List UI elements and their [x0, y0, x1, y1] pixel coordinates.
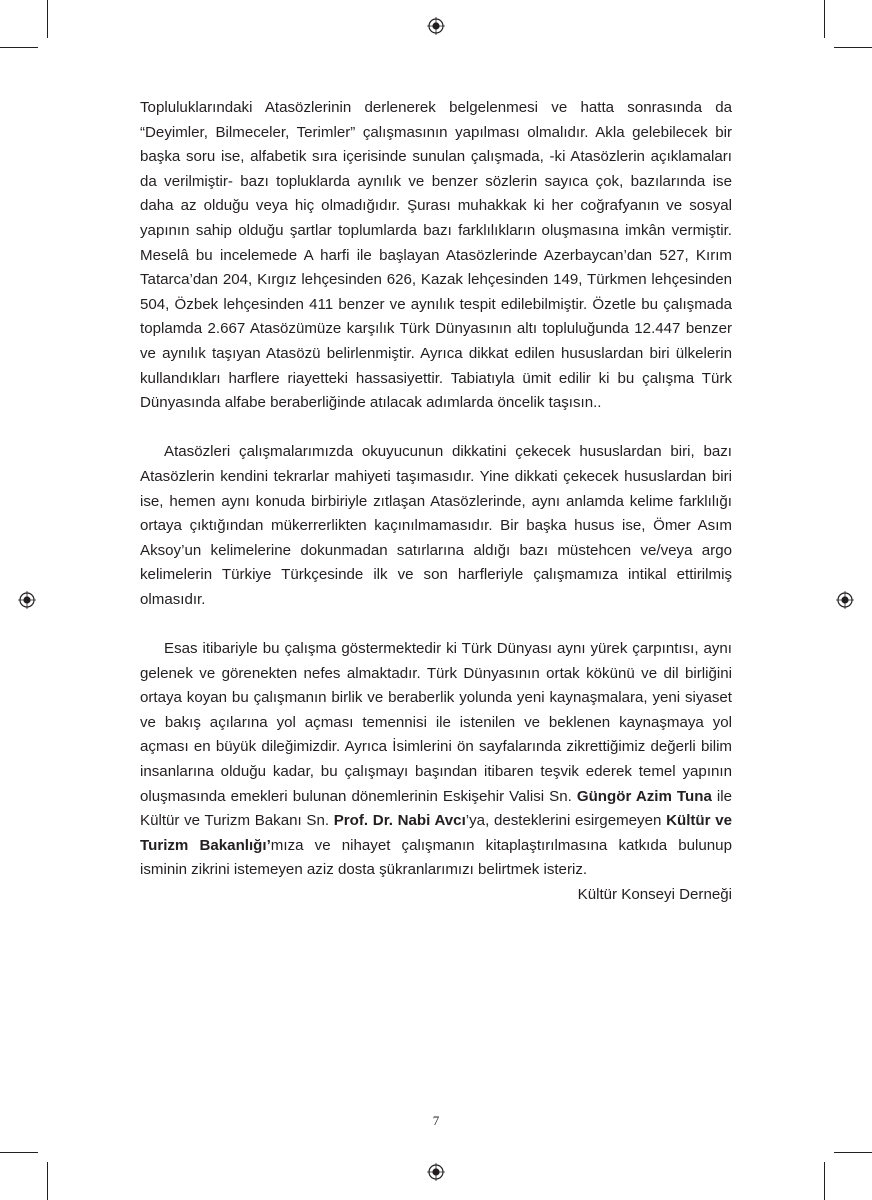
paragraph-3 — [140, 637, 732, 883]
paragraph-2 — [140, 440, 732, 612]
paragraph-text: Esas itibariyle bu çalışma göstermektedir ki Türk Dünyası aynı yürek çarpıntısı, aynı gelenek ve görenekten nefes almaktadır. Türk Dünyasının ortak kökünü ve dil birliğini ortaya koyan bu çalışmanın birlik ve beraberlik yolunda yeni kaynaşmalara, yeni siyaset ve bakış açılarına yol açması temennisi ile istenilen ve beklenen kaynaşmaya yol açması en büyük dileğimizdir. Ayrıca İsimlerini ön sayfalarında zikrettiğimiz değerli bilim insanlarına olduğu kadar, bu çalışmayı başından itibaren teşvik ederek temel yapının oluşmasında emekleri bulunan dönemlerinin Eskişehir Valisi Sn. — [140, 640, 732, 805]
crosshair-circle-icon — [18, 591, 36, 609]
signature: Kültür Konseyi Derneği — [577, 886, 732, 903]
paragraph-1 — [140, 96, 732, 416]
paragraph-gap — [140, 416, 732, 441]
crop-mark-top-right-h — [834, 47, 872, 48]
crop-mark-bottom-right-h — [834, 1152, 872, 1153]
crop-mark-bottom-left-h — [0, 1152, 38, 1153]
crosshair-circle-icon — [427, 1163, 445, 1181]
minister-name: Prof. Dr. Nabi Avcı — [333, 812, 466, 830]
paragraph-text: Atasözleri çalışmalarımızda okuyucunun dikkatini çekecek hususlardan biri, bazı Atasözlerin kendini tekrarlar mahiyeti taşımasıdır. Yine dikkati çekecek hususlardan biri ise, hemen aynı konuda birbiriyle zıtlaşan Atasözlerinde, aynı anlamda kelime farklılığı ortaya çıktığından mükerrerlikten kaçınılmamasıdır. Bir başka husus ise, Ömer Asım Aksoy’un kelimelerine dokunmadan satırlarına aldığı bazı müstehcen ve/veya argo kelimelerin Türkiye Türkçesinde ilk ve son harfleriyle çalışmamıza intikal ettirilmiş olmasıdır. — [140, 443, 732, 608]
crosshair-circle-icon — [836, 591, 854, 609]
crop-mark-top-right-v — [824, 0, 825, 38]
crop-mark-bottom-right-v — [824, 1162, 825, 1200]
page-number: 7 — [432, 1113, 440, 1128]
crop-mark-top-left-v — [47, 0, 48, 38]
governor-name: Güngör Azim Tuna — [576, 787, 712, 805]
crop-mark-bottom-left-v — [47, 1162, 48, 1200]
paragraph-text: mıza ve nihayet çalışmanın kitaplaştırılmasına katkıda bulunup isminin zikrini istemeyen aziz dosta şükranlarımızı belirtmek isteriz. — [140, 836, 732, 879]
paragraph-gap — [140, 612, 732, 637]
crop-mark-top-left-h — [0, 47, 38, 48]
paragraph-text: ile Kültür ve Turizm Bakanı Sn. — [140, 787, 732, 830]
crosshair-circle-icon — [427, 17, 445, 35]
paragraph-text: ’ya, desteklerini esirgemeyen — [465, 812, 667, 830]
paragraph-text: Topluluklarındaki Atasözlerinin derlenerek belgelenmesi ve hatta sonrasında da “Deyimler, Bilmeceler, Terimler” çalışmasının yapılması olmalıdır. Akla gelebilecek bir başka soru ise, alfabetik sıra içerisinde sunulan çalışmada, -ki Atasözlerin açıklamaları da verilmiştir- bazı topluklarda aynılık ve benzer sözlerin sayıca çok, bazılarında ise daha az olduğu veya hiç olmadığıdır. Şurası muhakkak ki her coğrafyanın ve sosyal yapının sahip olduğu şartlar toplumlarda bazı farklılıkların oluşmasına imkân vermiştir. Meselâ bu incelemede A harfi ile başlayan Atasözlerinde Azerbaycan’dan 527, Kırım Tatarca’dan 204, Kırgız lehçesinden 626, Kazak lehçesinden 149, Türkmen lehçesinden 504, Özbek lehçesinden 411 benzer ve aynılık tespit edilebilmiştir. Özetle bu çalışmada toplamda 2.667 Atasözümüze karşılık Türk Dünyasının altı topluluğunda 12.447 benzer ve aynılık taşıyan Atasözü belirlenmiştir. Ayrıca dikkat edilen hususlardan biri ülkelerin kullandıkları harflere riayetteki hassasiyettir. Tabiatıyla ümit edilir ki bu çalışma Türk Dünyasında alfabe beraberliğinde atılacak adımlarda öncelik taşısın.. — [140, 99, 732, 412]
ministry-name: Kültür ve Turizm Bakanlığı’ — [140, 812, 733, 854]
document-body — [140, 96, 732, 908]
